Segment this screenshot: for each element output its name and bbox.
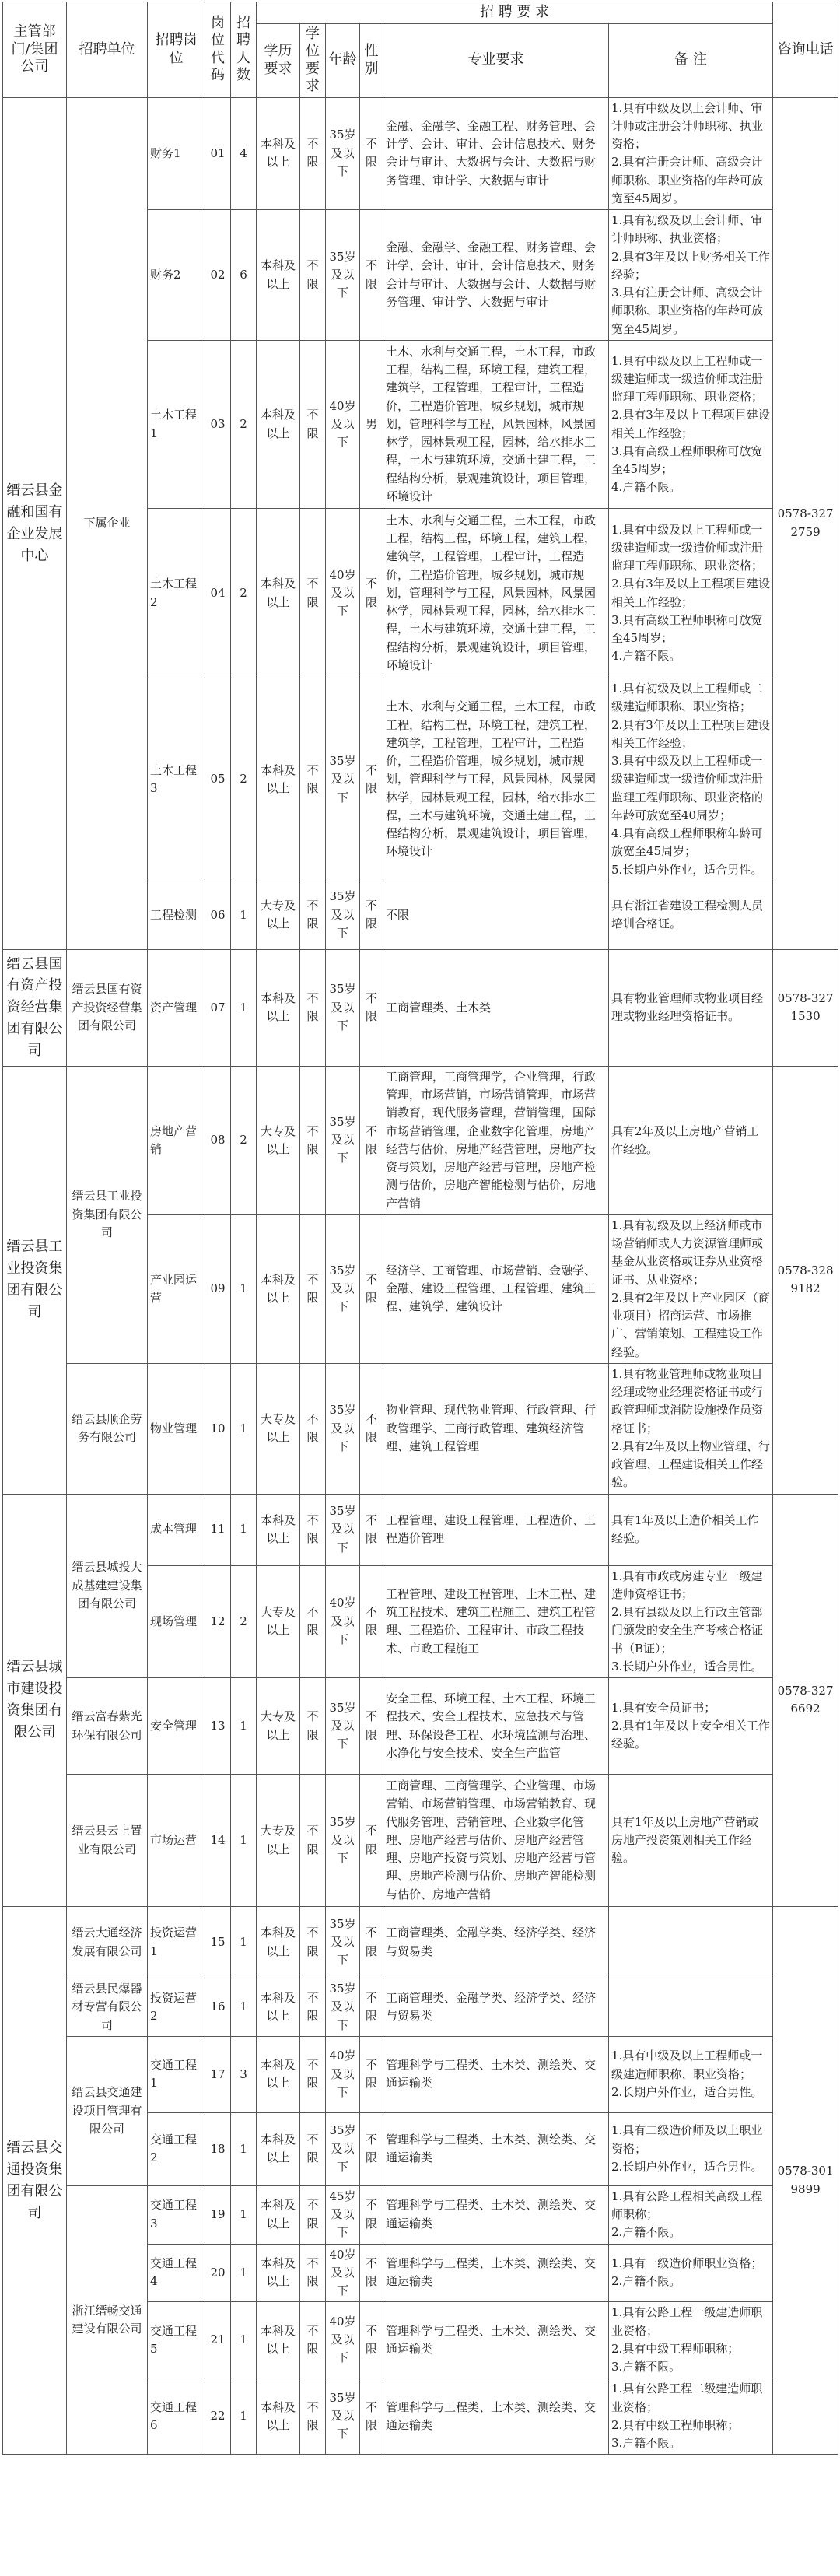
gender-cell: 不限	[360, 1907, 383, 1978]
age-cell: 45岁及以下	[326, 2185, 360, 2244]
post-cell: 财务1	[148, 97, 205, 210]
edu-cell: 本科及以上	[257, 2378, 300, 2455]
degree-cell: 不限	[300, 2036, 326, 2112]
gender-cell: 不限	[360, 509, 383, 678]
post-cell: 交通工程2	[148, 2112, 205, 2185]
edu-cell: 本科及以上	[257, 1907, 300, 1978]
age-cell: 35岁及以下	[326, 949, 360, 1066]
edu-cell: 大专及以上	[257, 1066, 300, 1214]
edu-cell: 本科及以上	[257, 97, 300, 210]
notes-cell: 1.具有初级及以上工程师或二级建造师职称、职业资格； 2.具有3年及以上工程项目建设相关工作经验； 3.具有中级及以上工程师或一级建造师或一级造价师或注册监理工程师职称、职业资格的年龄可放宽至40周岁； 4.具有高级工程师职称年龄可放宽至45周岁； 5.长期户外作业，适合男性。	[609, 678, 773, 881]
major-cell: 安全工程、环境工程、土木工程、环境工程技术、安全工程技术、应急技术与管理、环保设备工程、水环境监测与治理、水净化与安全技术、安全生产监管	[383, 1678, 609, 1775]
table-row	[3, 1066, 838, 1214]
degree-cell: 不限	[300, 949, 326, 1066]
age-cell: 40岁及以下	[326, 2302, 360, 2378]
num-cell: 2	[231, 1066, 257, 1214]
unit-cell: 缙云县民爆器材专营有限公司	[67, 1978, 148, 2037]
major-cell: 工程管理、建设工程管理、工程造价、工程造价管理	[383, 1494, 609, 1565]
post-cell: 产业园运营	[148, 1214, 205, 1363]
notes-cell: 具有1年及以上造价相关工作经验。	[609, 1494, 773, 1565]
num-cell: 1	[231, 2244, 257, 2302]
gender-cell: 不限	[360, 2302, 383, 2378]
dept-cell: 缙云县国有资产投资经营集团有限公司	[3, 949, 67, 1066]
header-unit: 招聘单位	[67, 2, 148, 98]
header-post: 招聘岗位	[148, 2, 205, 98]
num-cell: 1	[231, 1214, 257, 1363]
table-row	[3, 2036, 838, 2112]
code-cell: 06	[205, 881, 231, 949]
degree-cell: 不限	[300, 881, 326, 949]
unit-cell: 下属企业	[67, 97, 148, 949]
code-cell: 10	[205, 1363, 231, 1494]
major-cell: 工商管理，工商管理学，企业管理，行政管理，市场营销，市场营销管理，市场营销教育，现代服务管理，营销管理，国际市场营销管理，企业数字化管理，房地产经营与估价，房地产经营管理，房地产投资与策划，房地产经营与管理，房地产检测与估价，房地产智能检测与估价，房地产营销	[383, 1066, 609, 1214]
edu-cell: 大专及以上	[257, 881, 300, 949]
major-cell: 管理科学与工程类、土木类、测绘类、交通运输类	[383, 2378, 609, 2455]
num-cell: 1	[231, 949, 257, 1066]
edu-cell: 大专及以上	[257, 1678, 300, 1775]
notes-cell: 具有浙江省建设工程检测人员培训合格证。	[609, 881, 773, 949]
degree-cell: 不限	[300, 97, 326, 210]
post-cell: 成本管理	[148, 1494, 205, 1565]
code-cell: 05	[205, 678, 231, 881]
header-age: 年龄	[326, 23, 360, 97]
age-cell: 35岁及以下	[326, 2112, 360, 2185]
code-cell: 16	[205, 1978, 231, 2037]
code-cell: 20	[205, 2244, 231, 2302]
notes-cell: 1.具有中级及以上工程师或一级建造师或一级造价师或注册监理工程师职称、职业资格； 2.具有3年及以上工程项目建设相关工作经验； 3.具有高级工程师职称可放宽至45周岁； 4.户籍不限。	[609, 509, 773, 678]
num-cell: 1	[231, 2112, 257, 2185]
degree-cell: 不限	[300, 1907, 326, 1978]
major-cell: 管理科学与工程类、土木类、测绘类、交通运输类	[383, 2036, 609, 2112]
major-cell: 管理科学与工程类、土木类、测绘类、交通运输类	[383, 2112, 609, 2185]
table-row	[3, 949, 838, 1066]
gender-cell: 不限	[360, 2036, 383, 2112]
unit-cell: 缙云县顺企劳务有限公司	[67, 1363, 148, 1494]
num-cell: 1	[231, 1978, 257, 2037]
gender-cell: 男	[360, 341, 383, 509]
code-cell: 03	[205, 341, 231, 509]
post-cell: 土木工程3	[148, 678, 205, 881]
gender-cell: 不限	[360, 1565, 383, 1678]
post-cell: 土木工程2	[148, 509, 205, 678]
num-cell: 6	[231, 210, 257, 341]
age-cell: 35岁及以下	[326, 1978, 360, 2037]
code-cell: 13	[205, 1678, 231, 1775]
header-phone: 咨询电话	[773, 2, 838, 98]
edu-cell: 大专及以上	[257, 1565, 300, 1678]
post-cell: 物业管理	[148, 1363, 205, 1494]
notes-cell: 1.具有中级及以上工程师或一级建造师职称、职业资格； 2.长期户外作业，适合男性。	[609, 2036, 773, 2112]
notes-cell: 1.具有公路工程相关高级工程师职称； 2.户籍不限。	[609, 2185, 773, 2244]
post-cell: 交通工程5	[148, 2302, 205, 2378]
code-cell: 09	[205, 1214, 231, 1363]
major-cell: 土木、水利与交通工程，土木工程，市政工程，结构工程，环境工程，建筑工程，建筑学，工程管理，工程审计，工程造价，工程造价管理，城乡规划，城市规划，管理科学与工程，风景园林，风景园林学，园林景观工程，园林，给水排水工程，土木与建筑环境，交通土建工程，工程结构分析，景观建筑设计，项目管理，环境设计	[383, 509, 609, 678]
degree-cell: 不限	[300, 2302, 326, 2378]
edu-cell: 大专及以上	[257, 1363, 300, 1494]
gender-cell: 不限	[360, 210, 383, 341]
unit-cell: 缙云县工业投资集团有限公司	[67, 1066, 148, 1363]
notes-cell: 1.具有安全员证书； 2.具有1年及以上安全相关工作经验。	[609, 1678, 773, 1775]
gender-cell: 不限	[360, 2112, 383, 2185]
gender-cell: 不限	[360, 97, 383, 210]
degree-cell: 不限	[300, 1565, 326, 1678]
major-cell: 工商管理类、金融学类、经济学类、经济与贸易类	[383, 1978, 609, 2037]
edu-cell: 大专及以上	[257, 1775, 300, 1907]
notes-cell: 1.具有物业管理师或物业项目经理或物业经理资格证书或行政管理师或消防设施操作员资格证书； 2.具有2年及以上物业管理、行政管理、工程建设相关工作经验。	[609, 1363, 773, 1494]
post-cell: 投资运营2	[148, 1978, 205, 2037]
dept-cell: 缙云县城市建设投资集团有限公司	[3, 1494, 67, 1907]
degree-cell: 不限	[300, 1494, 326, 1565]
age-cell: 35岁及以下	[326, 1678, 360, 1775]
major-cell: 金融、金融学、金融工程、财务管理、会计学、会计、审计、会计信息技术、财务会计与审计、大数据与会计、大数据与财务管理、审计学、大数据与审计	[383, 97, 609, 210]
header-num: 招聘人数	[231, 2, 257, 98]
table-row	[3, 1363, 838, 1494]
post-cell: 现场管理	[148, 1565, 205, 1678]
notes-cell	[609, 1978, 773, 2037]
notes-cell: 1.具有市政或房建专业一级建造师资格证书； 2.具有县级及以上行政主管部门颁发的安全生产考核合格证书（B证）； 3.长期户外作业，适合男性。	[609, 1565, 773, 1678]
edu-cell: 本科及以上	[257, 2302, 300, 2378]
post-cell: 资产管理	[148, 949, 205, 1066]
edu-cell: 本科及以上	[257, 1214, 300, 1363]
unit-cell: 缙云县城投大成基建建设集团有限公司	[67, 1494, 148, 1678]
major-cell: 管理科学与工程类、土木类、测绘类、交通运输类	[383, 2244, 609, 2302]
unit-cell: 缙云大通经济发展有限公司	[67, 1907, 148, 1978]
notes-cell: 1.具有一级造价师职业资格； 2.户籍不限。	[609, 2244, 773, 2302]
code-cell: 01	[205, 97, 231, 210]
header-major: 专业要求	[383, 23, 609, 97]
edu-cell: 本科及以上	[257, 949, 300, 1066]
header-notes: 备 注	[609, 23, 773, 97]
num-cell: 1	[231, 2185, 257, 2244]
gender-cell: 不限	[360, 1775, 383, 1907]
header-code: 岗位代码	[205, 2, 231, 98]
age-cell: 35岁及以下	[326, 678, 360, 881]
unit-cell: 缙云富春紫光环保有限公司	[67, 1678, 148, 1775]
edu-cell: 本科及以上	[257, 1494, 300, 1565]
post-cell: 交通工程3	[148, 2185, 205, 2244]
major-cell: 土木、水利与交通工程，土木工程，市政工程，结构工程，环境工程，建筑工程，建筑学，工程管理，工程审计，工程造价，工程造价管理，城乡规划，城市规划，管理科学与工程，风景园林，风景园林学，园林景观工程，园林，给水排水工程，土木与建筑环境，交通土建工程，工程结构分析，景观建筑设计，项目管理，环境设计	[383, 341, 609, 509]
num-cell: 2	[231, 1565, 257, 1678]
table-row	[3, 1775, 838, 1907]
age-cell: 40岁及以下	[326, 2036, 360, 2112]
degree-cell: 不限	[300, 2378, 326, 2455]
notes-cell: 1.具有初级及以上经济师或市场营销师或人力资源管理师或基金从业资格或证券从业资格证书、从业资格； 2.具有2年及以上产业园区（商业项目）招商运营、市场推广、营销策划、工程建设工作经验。	[609, 1214, 773, 1363]
post-cell: 交通工程1	[148, 2036, 205, 2112]
dept-cell: 缙云县交通投资集团有限公司	[3, 1907, 67, 2455]
edu-cell: 本科及以上	[257, 2185, 300, 2244]
age-cell: 35岁及以下	[326, 2378, 360, 2455]
age-cell: 40岁及以下	[326, 509, 360, 678]
code-cell: 04	[205, 509, 231, 678]
code-cell: 08	[205, 1066, 231, 1214]
post-cell: 财务2	[148, 210, 205, 341]
gender-cell: 不限	[360, 881, 383, 949]
header-dept: 主管部门/集团公司	[3, 2, 67, 98]
gender-cell: 不限	[360, 2378, 383, 2455]
notes-cell: 1.具有中级及以上会计师、审计师或注册会计师职称、执业资格； 2.具有注册会计师、高级会计师职称、职业资格的年龄可放宽至45周岁。	[609, 97, 773, 210]
table-row	[3, 1494, 838, 1565]
major-cell: 工商管理、工商管理学、企业管理、市场营销、市场营销管理、市场营销教育、现代服务管理、营销管理、企业数字化管理、房地产经营与估价、房地产经营管理、房地产投资与策划、房地产经营与管理、房地产检测与估价、房地产智能检测与估价、房地产营销	[383, 1775, 609, 1907]
gender-cell: 不限	[360, 1678, 383, 1775]
edu-cell: 本科及以上	[257, 341, 300, 509]
table-row	[3, 2185, 838, 2244]
notes-cell: 具有1年及以上房地产营销或房地产投资策划相关工作经验。	[609, 1775, 773, 1907]
age-cell: 35岁及以下	[326, 881, 360, 949]
gender-cell: 不限	[360, 1066, 383, 1214]
age-cell: 35岁及以下	[326, 1214, 360, 1363]
code-cell: 22	[205, 2378, 231, 2455]
num-cell: 3	[231, 2036, 257, 2112]
notes-cell: 1.具有初级及以上会计师、审计师职称、执业资格； 2.具有3年及以上财务相关工作经验； 3.具有注册会计师、高级会计师职称、职业资格的年龄可放宽至45周岁。	[609, 210, 773, 341]
major-cell: 经济学、工商管理、市场营销、金融学、金融、建设工程管理、工程管理、建筑工程、建筑学、建筑设计	[383, 1214, 609, 1363]
code-cell: 02	[205, 210, 231, 341]
phone-cell: 0578-3019899	[773, 1907, 838, 2455]
code-cell: 18	[205, 2112, 231, 2185]
table-row	[3, 1978, 838, 2037]
age-cell: 40岁及以下	[326, 341, 360, 509]
degree-cell: 不限	[300, 210, 326, 341]
notes-cell	[609, 1907, 773, 1978]
code-cell: 15	[205, 1907, 231, 1978]
age-cell: 35岁及以下	[326, 1775, 360, 1907]
degree-cell: 不限	[300, 1775, 326, 1907]
degree-cell: 不限	[300, 2244, 326, 2302]
unit-cell: 缙云县交通建设项目管理有限公司	[67, 2036, 148, 2185]
recruitment-table	[2, 2, 838, 2455]
notes-cell: 1.具有公路工程一级建造师职业资格； 2.具有中级工程师职称； 3.户籍不限。	[609, 2302, 773, 2378]
phone-cell: 0578-3272759	[773, 97, 838, 949]
num-cell: 2	[231, 678, 257, 881]
num-cell: 2	[231, 509, 257, 678]
edu-cell: 本科及以上	[257, 678, 300, 881]
table-row	[3, 1907, 838, 1978]
gender-cell: 不限	[360, 678, 383, 881]
edu-cell: 本科及以上	[257, 2112, 300, 2185]
notes-cell: 1.具有二级造价师及以上职业资格； 2.长期户外作业，适合男性。	[609, 2112, 773, 2185]
post-cell: 投资运营1	[148, 1907, 205, 1978]
gender-cell: 不限	[360, 1214, 383, 1363]
edu-cell: 本科及以上	[257, 1978, 300, 2037]
degree-cell: 不限	[300, 2112, 326, 2185]
notes-cell: 1.具有中级及以上工程师或一级建造师或一级造价师或注册监理工程师职称、职业资格； 2.具有3年及以上工程项目建设相关工作经验； 3.具有高级工程师职称可放宽至45周岁； 4.户籍不限。	[609, 341, 773, 509]
age-cell: 40岁及以下	[326, 1565, 360, 1678]
major-cell: 工商管理类、金融学类、经济学类、经济与贸易类	[383, 1907, 609, 1978]
num-cell: 1	[231, 1775, 257, 1907]
unit-cell: 浙江缙畅交通建设有限公司	[67, 2185, 148, 2455]
gender-cell: 不限	[360, 1978, 383, 2037]
header-gender: 性别	[360, 23, 383, 97]
num-cell: 1	[231, 1678, 257, 1775]
age-cell: 40岁及以下	[326, 2244, 360, 2302]
num-cell: 2	[231, 341, 257, 509]
code-cell: 07	[205, 949, 231, 1066]
gender-cell: 不限	[360, 1363, 383, 1494]
phone-cell: 0578-3289182	[773, 1066, 838, 1494]
degree-cell: 不限	[300, 1214, 326, 1363]
header-requirements: 招 聘 要 求	[257, 2, 773, 24]
age-cell: 35岁及以下	[326, 1363, 360, 1494]
edu-cell: 本科及以上	[257, 509, 300, 678]
gender-cell: 不限	[360, 2244, 383, 2302]
code-cell: 12	[205, 1565, 231, 1678]
degree-cell: 不限	[300, 1978, 326, 2037]
post-cell: 交通工程6	[148, 2378, 205, 2455]
notes-cell: 具有2年及以上房地产营销工作经验。	[609, 1066, 773, 1214]
header-degree: 学位要求	[300, 23, 326, 97]
major-cell: 物业管理、现代物业管理、行政管理、行政管理学、工商行政管理、建筑经济管理、建筑工程管理	[383, 1363, 609, 1494]
num-cell: 1	[231, 1907, 257, 1978]
major-cell: 不限	[383, 881, 609, 949]
num-cell: 1	[231, 1494, 257, 1565]
major-cell: 管理科学与工程类、土木类、测绘类、交通运输类	[383, 2302, 609, 2378]
table-row	[3, 1678, 838, 1775]
num-cell: 4	[231, 97, 257, 210]
gender-cell: 不限	[360, 1494, 383, 1565]
post-cell: 工程检测	[148, 881, 205, 949]
major-cell: 工程管理、建设工程管理、土木工程、建筑工程技术、建筑工程施工、建筑工程管理、工程造价、工程审计、市政工程技术、市政工程施工	[383, 1565, 609, 1678]
major-cell: 土木、水利与交通工程，土木工程，市政工程，结构工程，环境工程，建筑工程，建筑学，工程管理，工程审计，工程造价，工程造价管理，城乡规划，城市规划，管理科学与工程，风景园林，风景园林学，园林景观工程，园林，给水排水工程，土木与建筑环境，交通土建工程，工程结构分析，景观建筑设计，项目管理，环境设计	[383, 678, 609, 881]
edu-cell: 本科及以上	[257, 2244, 300, 2302]
code-cell: 21	[205, 2302, 231, 2378]
header-edu: 学历要求	[257, 23, 300, 97]
gender-cell: 不限	[360, 949, 383, 1066]
major-cell: 工商管理类、土木类	[383, 949, 609, 1066]
post-cell: 交通工程4	[148, 2244, 205, 2302]
degree-cell: 不限	[300, 509, 326, 678]
age-cell: 35岁及以下	[326, 1066, 360, 1214]
code-cell: 11	[205, 1494, 231, 1565]
unit-cell: 缙云县国有资产投资经营集团有限公司	[67, 949, 148, 1066]
degree-cell: 不限	[300, 1066, 326, 1214]
age-cell: 35岁及以下	[326, 1494, 360, 1565]
num-cell: 1	[231, 881, 257, 949]
phone-cell: 0578-3276692	[773, 1494, 838, 1907]
code-cell: 14	[205, 1775, 231, 1907]
degree-cell: 不限	[300, 678, 326, 881]
age-cell: 35岁及以下	[326, 1907, 360, 1978]
notes-cell: 1.具有公路工程二级建造师职业资格； 2.具有中级工程师职称； 3.户籍不限。	[609, 2378, 773, 2455]
table-row	[3, 97, 838, 210]
degree-cell: 不限	[300, 341, 326, 509]
num-cell: 1	[231, 2378, 257, 2455]
phone-cell: 0578-3271530	[773, 949, 838, 1066]
post-cell: 土木工程1	[148, 341, 205, 509]
code-cell: 19	[205, 2185, 231, 2244]
dept-cell: 缙云县金融和国有企业发展中心	[3, 97, 67, 949]
age-cell: 35岁及以下	[326, 97, 360, 210]
degree-cell: 不限	[300, 1363, 326, 1494]
age-cell: 35岁及以下	[326, 210, 360, 341]
num-cell: 1	[231, 2302, 257, 2378]
post-cell: 市场运营	[148, 1775, 205, 1907]
degree-cell: 不限	[300, 1678, 326, 1775]
unit-cell: 缙云县云上置业有限公司	[67, 1775, 148, 1907]
major-cell: 金融、金融学、金融工程、财务管理、会计学、会计、审计、会计信息技术、财务会计与审计、大数据与会计、大数据与财务管理、审计学、大数据与审计	[383, 210, 609, 341]
edu-cell: 本科及以上	[257, 210, 300, 341]
degree-cell: 不限	[300, 2185, 326, 2244]
post-cell: 安全管理	[148, 1678, 205, 1775]
gender-cell: 不限	[360, 2185, 383, 2244]
num-cell: 1	[231, 1363, 257, 1494]
dept-cell: 缙云县工业投资集团有限公司	[3, 1066, 67, 1494]
post-cell: 房地产营销	[148, 1066, 205, 1214]
notes-cell: 具有物业管理师或物业项目经理或物业经理资格证书。	[609, 949, 773, 1066]
code-cell: 17	[205, 2036, 231, 2112]
edu-cell: 本科及以上	[257, 2036, 300, 2112]
major-cell: 管理科学与工程类、土木类、测绘类、交通运输类	[383, 2185, 609, 2244]
